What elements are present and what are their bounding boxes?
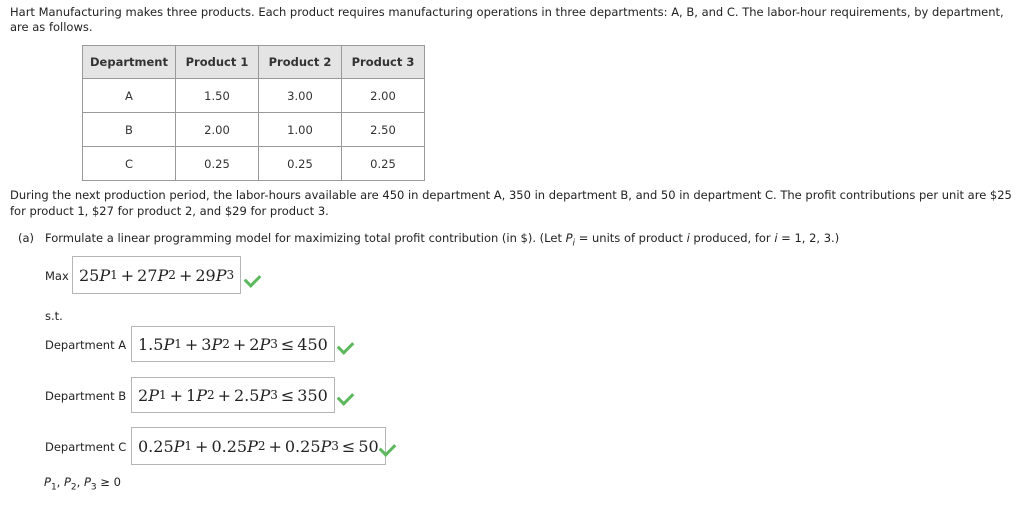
coef: 2.5 — [234, 385, 260, 405]
coef: 0.25 — [211, 436, 248, 456]
cell-value: 2.50 — [341, 113, 424, 147]
part-a-instructions — [18, 231, 839, 248]
correct-check-icon — [337, 337, 355, 355]
leq: ≤ — [280, 385, 295, 405]
coef: 27 — [137, 265, 158, 285]
rel: ≥ 0 — [96, 475, 121, 489]
sub: 1 — [158, 388, 167, 402]
var: P — [320, 436, 332, 456]
table-row — [83, 113, 425, 147]
rhs: 450 — [297, 334, 328, 354]
var: P — [99, 265, 111, 285]
cell-value: 0.25 — [175, 147, 258, 181]
constraint-a-input[interactable] — [131, 326, 335, 362]
coef: 2 — [249, 334, 260, 354]
var: P — [211, 334, 223, 354]
sub: 3 — [270, 388, 278, 402]
var: P — [148, 385, 159, 405]
var: P — [247, 436, 258, 456]
var: P — [83, 475, 91, 489]
sub: 3 — [90, 482, 97, 493]
dept-b-label: Department B — [45, 389, 127, 403]
sub: 1 — [50, 482, 57, 493]
max-label: Max — [45, 269, 69, 283]
table-header-row — [83, 46, 425, 79]
sub: 2 — [70, 482, 77, 493]
var-i: i — [686, 231, 690, 245]
cell-value: 1.50 — [175, 79, 258, 113]
coef: 1.5 — [138, 334, 164, 354]
cell-value: 3.00 — [258, 79, 341, 113]
sub: 2 — [222, 337, 230, 351]
part-a-text-mid2: produced, for — [689, 231, 775, 245]
sub: 3 — [226, 268, 235, 282]
problem-intro: Hart Manufacturing makes three products. Each product requires manufacturing operations in three departments: A, B, and C. The labor-hour requirements, by department, are as follows. — [10, 5, 1004, 34]
cell-dept: B — [83, 113, 176, 147]
coef: 1 — [186, 385, 197, 405]
sub: 3 — [270, 337, 278, 351]
var: P — [157, 265, 169, 285]
sub: 3 — [331, 439, 339, 453]
leq: ≤ — [341, 436, 356, 456]
nonnegativity-constraint — [44, 475, 121, 492]
plus: + — [120, 265, 135, 285]
sep: , — [56, 475, 64, 489]
sub: 1 — [110, 268, 118, 282]
rhs: 50 — [358, 436, 379, 456]
var: P — [63, 475, 71, 489]
table-row — [83, 79, 425, 113]
coef: 25 — [79, 265, 100, 285]
var: P — [173, 436, 185, 456]
coef: 0.25 — [138, 436, 174, 456]
cell-value: 2.00 — [341, 79, 424, 113]
objective-input[interactable] — [72, 256, 241, 294]
constraint-b-input[interactable] — [131, 377, 335, 413]
var-i: i — [774, 231, 778, 245]
var: P — [259, 334, 271, 354]
cell-value: 0.25 — [258, 147, 341, 181]
plus: + — [169, 385, 183, 405]
constraint-c-input[interactable] — [131, 427, 386, 465]
dept-a-label: Department A — [45, 338, 127, 352]
part-a-text-mid: = units of product — [575, 231, 687, 245]
cell-value: 2.00 — [175, 113, 258, 147]
cell-value: 0.25 — [341, 147, 424, 181]
cell-dept: A — [83, 79, 176, 113]
sub: 2 — [206, 388, 215, 402]
var: P — [44, 475, 51, 489]
dept-c-label: Department C — [45, 440, 127, 454]
header-product-3: Product 3 — [341, 46, 424, 79]
var: P — [196, 385, 207, 405]
correct-check-icon — [337, 388, 355, 406]
header-department: Department — [83, 46, 176, 79]
rhs: 350 — [297, 385, 328, 405]
sub: 2 — [257, 439, 266, 453]
sub: 1 — [184, 439, 193, 453]
plus: + — [268, 436, 282, 456]
leq: ≤ — [280, 334, 295, 354]
header-product-1: Product 1 — [175, 46, 258, 79]
coef: 0.25 — [284, 436, 321, 456]
correct-check-icon — [244, 270, 262, 288]
var: P — [215, 265, 227, 285]
problem-paragraph: During the next production period, the labor-hours available are 450 in department A, 350 in department B, and 50 in department C. The profit contributions per unit are $25 for product 1, $27 for product 2, and $29 for product 3. — [10, 188, 1012, 218]
cell-dept: C — [83, 147, 176, 181]
st-label: s.t. — [45, 309, 63, 323]
sub: 2 — [168, 268, 176, 282]
var: P — [163, 334, 175, 354]
var: P — [259, 385, 271, 405]
plus: + — [184, 334, 199, 354]
sub: 1 — [174, 337, 182, 351]
part-a-text-end: = 1, 2, 3.) — [777, 231, 840, 245]
table-row — [83, 147, 425, 181]
coef: 2 — [138, 385, 149, 405]
cell-value: 1.00 — [258, 113, 341, 147]
var-i-sub: i — [572, 238, 576, 249]
plus: + — [195, 436, 209, 456]
plus: + — [178, 265, 193, 285]
coef: 3 — [201, 334, 212, 354]
sep: , — [76, 475, 84, 489]
labor-hours-table — [82, 45, 425, 181]
var-p: P — [565, 231, 573, 245]
part-a-text-before: Formulate a linear programming model for maximizing total profit contribution (in $). (Let — [45, 231, 566, 245]
header-product-2: Product 2 — [258, 46, 341, 79]
plus: + — [217, 385, 231, 405]
plus: + — [232, 334, 247, 354]
part-a-label: (a) — [18, 231, 35, 245]
coef: 29 — [195, 265, 216, 285]
